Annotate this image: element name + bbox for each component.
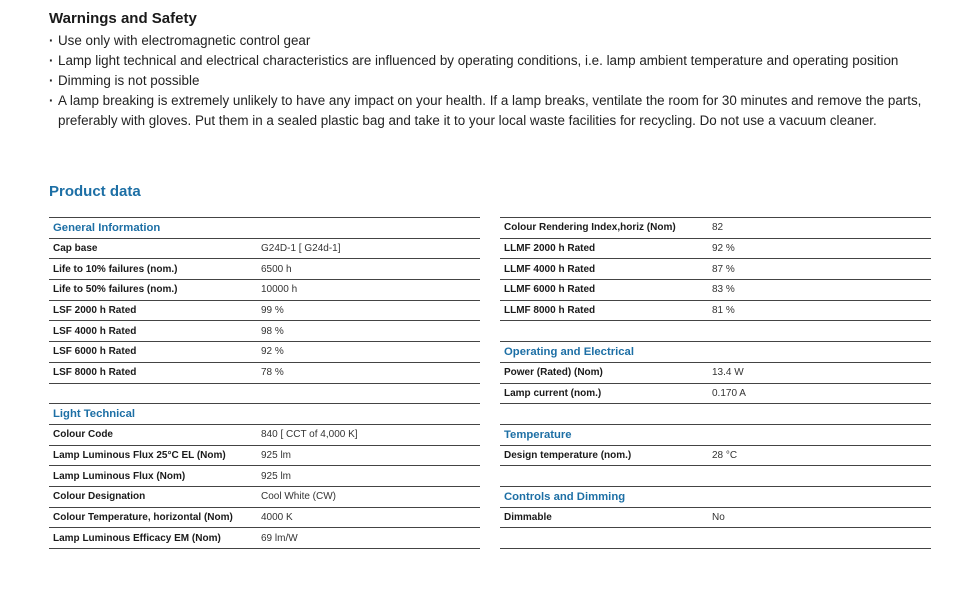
spec-row bbox=[49, 424, 480, 445]
spec-row bbox=[49, 465, 480, 486]
warning-item: · Dimming is not possible bbox=[49, 71, 929, 91]
spec-label: Design temperature (nom.) bbox=[504, 449, 632, 461]
spec-value: G24D-1 [ G24d-1] bbox=[261, 243, 341, 255]
spec-label: Lamp Luminous Flux (Nom) bbox=[53, 470, 186, 482]
spec-label: Cap base bbox=[53, 243, 98, 255]
spec-value: 78 % bbox=[261, 367, 284, 379]
spec-value: No bbox=[712, 511, 725, 523]
section-spacer bbox=[500, 320, 931, 341]
spec-row bbox=[49, 238, 480, 259]
spec-label: LSF 2000 h Rated bbox=[53, 305, 137, 317]
spec-label: Power (Rated) (Nom) bbox=[504, 367, 603, 379]
spec-row bbox=[49, 300, 480, 321]
spec-label: Dimmable bbox=[504, 511, 552, 523]
spec-value: 6500 h bbox=[261, 263, 292, 275]
spec-label: LSF 6000 h Rated bbox=[53, 346, 137, 358]
section-general-information: General Information bbox=[49, 217, 480, 238]
spec-row bbox=[49, 445, 480, 466]
section-spacer bbox=[500, 527, 931, 548]
spec-label: LLMF 8000 h Rated bbox=[504, 305, 596, 317]
warnings-list bbox=[49, 31, 929, 131]
spec-row bbox=[49, 279, 480, 300]
spec-row bbox=[500, 258, 931, 279]
spec-label: Life to 10% failures (nom.) bbox=[53, 263, 178, 275]
spec-row bbox=[500, 279, 931, 300]
spec-value: 925 lm bbox=[261, 470, 292, 482]
spec-label: Lamp current (nom.) bbox=[504, 387, 602, 399]
spec-row bbox=[500, 300, 931, 321]
spec-value: 87 % bbox=[712, 263, 735, 275]
section-spacer bbox=[500, 403, 931, 424]
spec-value: 0.170 A bbox=[712, 387, 746, 399]
spec-label: LLMF 2000 h Rated bbox=[504, 243, 596, 255]
spec-value: 69 lm/W bbox=[261, 532, 298, 544]
spec-value: 840 [ CCT of 4,000 K] bbox=[261, 429, 358, 441]
spec-value: 82 bbox=[712, 222, 724, 234]
spec-value: 28 °C bbox=[712, 449, 738, 461]
section-temperature: Temperature bbox=[500, 424, 931, 445]
spec-label: Colour Designation bbox=[53, 491, 146, 503]
section-spacer bbox=[49, 383, 480, 404]
warning-item: · Lamp light technical and electrical characteristics are influenced by operating conditions, i.e. lamp ambient temperature and operating position bbox=[49, 51, 929, 71]
spec-row bbox=[500, 445, 931, 466]
spec-value: 4000 K bbox=[261, 511, 293, 523]
product-data-title: Product data bbox=[49, 183, 141, 200]
section-operating-electrical: Operating and Electrical bbox=[500, 341, 931, 362]
spec-value: 92 % bbox=[712, 243, 735, 255]
spec-value: 83 % bbox=[712, 284, 735, 296]
spec-label: Colour Code bbox=[53, 429, 113, 441]
spec-row bbox=[49, 362, 480, 383]
section-light-technical: Light Technical bbox=[49, 403, 480, 424]
spec-column-left bbox=[49, 217, 480, 549]
spec-value: 81 % bbox=[712, 305, 735, 317]
spec-value: 10000 h bbox=[261, 284, 298, 296]
spec-row bbox=[49, 258, 480, 279]
spec-label: Life to 50% failures (nom.) bbox=[53, 284, 178, 296]
spec-row bbox=[500, 362, 931, 383]
spec-value: 13.4 W bbox=[712, 367, 744, 379]
spec-label: Colour Temperature, horizontal (Nom) bbox=[53, 511, 233, 523]
spec-row bbox=[500, 383, 931, 404]
spec-value: 99 % bbox=[261, 305, 284, 317]
spec-row bbox=[500, 238, 931, 259]
spec-row bbox=[49, 507, 480, 528]
spec-label: Lamp Luminous Flux 25°C EL (Nom) bbox=[53, 449, 226, 461]
spec-row bbox=[49, 320, 480, 341]
spec-label: LLMF 6000 h Rated bbox=[504, 284, 596, 296]
spec-label: Colour Rendering Index,horiz (Nom) bbox=[504, 222, 676, 234]
warning-item: · Use only with electromagnetic control gear bbox=[49, 31, 929, 51]
table-end-rule bbox=[49, 548, 480, 549]
spec-row bbox=[500, 507, 931, 528]
warnings-title: Warnings and Safety bbox=[49, 10, 197, 27]
spec-row bbox=[49, 527, 480, 548]
spec-row bbox=[49, 486, 480, 507]
section-controls-dimming: Controls and Dimming bbox=[500, 486, 931, 507]
table-end-rule bbox=[500, 548, 931, 549]
spec-row bbox=[500, 217, 931, 238]
warning-item: · A lamp breaking is extremely unlikely to have any impact on your health. If a lamp breaks, ventilate the room for 30 minutes and remove the parts, preferably with gloves. Put them in a sealed plastic bag and take it to your local waste facilities for recycling. Do not use a vacuum cleaner. bbox=[49, 91, 929, 131]
spec-label: LSF 4000 h Rated bbox=[53, 325, 137, 337]
section-spacer bbox=[500, 465, 931, 486]
spec-value: 925 lm bbox=[261, 449, 292, 461]
spec-label: Lamp Luminous Efficacy EM (Nom) bbox=[53, 532, 221, 544]
spec-value: Cool White (CW) bbox=[261, 491, 337, 503]
spec-label: LSF 8000 h Rated bbox=[53, 367, 137, 379]
spec-value: 92 % bbox=[261, 346, 284, 358]
spec-label: LLMF 4000 h Rated bbox=[504, 263, 596, 275]
spec-column-right bbox=[500, 217, 931, 549]
spec-row bbox=[49, 341, 480, 362]
spec-value: 98 % bbox=[261, 325, 284, 337]
